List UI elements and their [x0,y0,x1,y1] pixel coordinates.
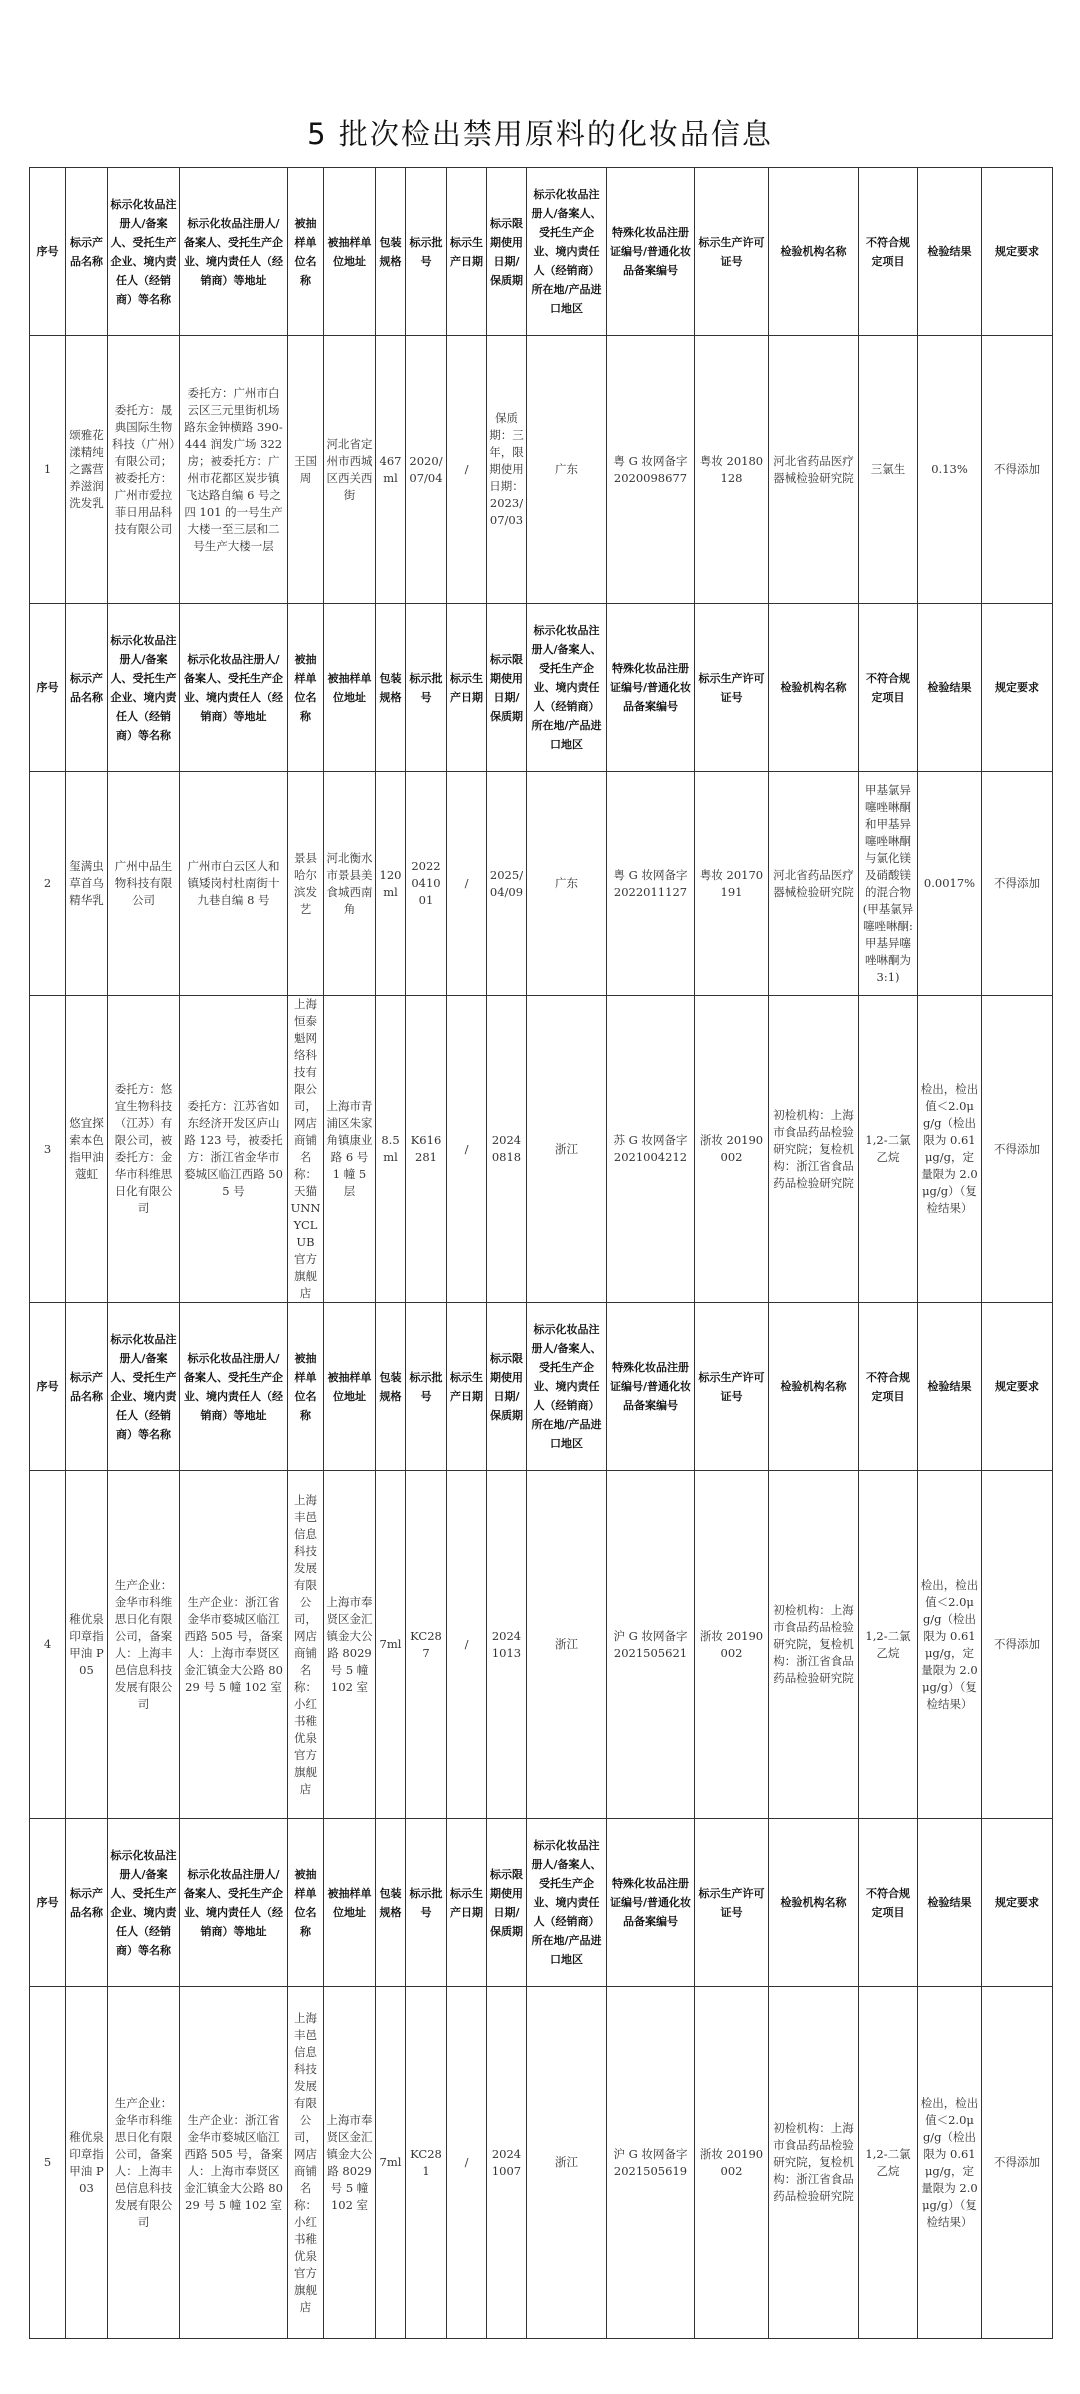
cell-batch: KC287 [406,1471,447,1819]
header-row [30,1303,1053,1471]
cell-lab: 河北省药品医疗器械检验研究院 [769,336,859,604]
cell-sampled-unit: 景县哈尔滨发艺 [288,772,324,996]
header-cell: 被抽样单位地址 [324,604,376,772]
header-cell: 包装规格 [376,604,406,772]
header-cell: 标示生产日期 [447,1819,487,1987]
cell-lab: 初检机构：上海市食品药品检验研究院，复检机构：浙江省食品药品检验研究院 [769,1471,859,1819]
cell-requirement: 不得添加 [982,772,1053,996]
header-cell: 标示化妆品注册人/备案人、受托生产企业、境内责任人（经销商）所在地/产品进口地区 [527,604,607,772]
header-cell: 标示限期使用日期/保质期 [487,168,527,336]
cell-requirement: 不得添加 [982,1471,1053,1819]
header-cell: 包装规格 [376,168,406,336]
cell-region: 浙江 [527,1987,607,2339]
cell-address: 委托方：江苏省如东经济开发区庐山路 123 号，被委托方：浙江省金华市婺城区临江西路 505 号 [180,996,288,1303]
cell-batch: K616281 [406,996,447,1303]
cell-item: 甲基氯异噻唑啉酮和甲基异噻唑啉酮与氯化镁及硝酸镁的混合物(甲基氯异噻唑啉酮:甲基异噻唑啉酮为 3:1) [859,772,918,996]
header-row [30,168,1053,336]
header-cell: 被抽样单位名称 [288,168,324,336]
header-cell: 标示生产许可证号 [695,1819,769,1987]
cell-shelf-life: 保质期：三年，限期使用日期：2023/07/03 [487,336,527,604]
header-cell: 标示化妆品注册人/备案人、受托生产企业、境内责任人（经销商）所在地/产品进口地区 [527,168,607,336]
cell-reg-no: 粤 G 妆网备字 2022011127 [607,772,695,996]
cell-sampled-address: 上海市奉贤区金汇镇金大公路 8029 号 5 幢 102 室 [324,1471,376,1819]
table-row [30,336,1053,604]
table-row [30,772,1053,996]
cell-company: 委托方：悠宜生物科技（江苏）有限公司，被委托方：金华市科维思日化有限公司 [108,996,180,1303]
cell-requirement: 不得添加 [982,996,1053,1303]
cell-result: 0.13% [918,336,982,604]
header-cell: 序号 [30,1303,66,1471]
table-row [30,996,1053,1303]
header-cell: 不符合规定项目 [859,604,918,772]
cell-result: 0.0017% [918,772,982,996]
header-cell: 标示限期使用日期/保质期 [487,1819,527,1987]
cell-spec: 7ml [376,1471,406,1819]
header-cell: 被抽样单位地址 [324,1303,376,1471]
cell-no: 3 [30,996,66,1303]
cell-region: 广东 [527,772,607,996]
cell-spec: 467ml [376,336,406,604]
header-cell: 特殊化妆品注册证编号/普通化妆品备案编号 [607,168,695,336]
header-cell: 不符合规定项目 [859,168,918,336]
cell-spec: 120ml [376,772,406,996]
header-cell: 标示化妆品注册人/备案人、受托生产企业、境内责任人（经销商）等名称 [108,168,180,336]
cell-product: 颂雅花漾精纯之露营养滋润洗发乳 [66,336,108,604]
cell-no: 2 [30,772,66,996]
cell-lab: 初检机构：上海市食品药品检验研究院；复检机构：浙江省食品药品检验研究院 [769,996,859,1303]
cell-prod-date: / [447,336,487,604]
cell-license: 粤妆 20170191 [695,772,769,996]
header-cell: 特殊化妆品注册证编号/普通化妆品备案编号 [607,1819,695,1987]
header-cell: 标示化妆品注册人/备案人、受托生产企业、境内责任人（经销商）等地址 [180,168,288,336]
header-cell: 标示批号 [406,604,447,772]
cell-reg-no: 粤 G 妆网备字 2020098677 [607,336,695,604]
header-cell: 检验结果 [918,604,982,772]
header-cell: 标示生产许可证号 [695,1303,769,1471]
header-cell: 标示生产许可证号 [695,604,769,772]
header-cell: 标示生产日期 [447,168,487,336]
cell-result: 检出，检出值＜2.0μg/g（检出限为 0.61μg/g，定量限为 2.0μg/g）（复检结果） [918,1471,982,1819]
cell-product: 玺满虫草首乌精华乳 [66,772,108,996]
cell-result: 检出，检出值＜2.0μg/g（检出限为 0.61μg/g，定量限为 2.0μg/g）（复检结果） [918,996,982,1303]
header-cell: 包装规格 [376,1303,406,1471]
header-cell: 规定要求 [982,1819,1053,1987]
header-cell: 标示化妆品注册人/备案人、受托生产企业、境内责任人（经销商）所在地/产品进口地区 [527,1819,607,1987]
cell-license: 浙妆 20190002 [695,1987,769,2339]
header-cell: 标示化妆品注册人/备案人、受托生产企业、境内责任人（经销商）所在地/产品进口地区 [527,1303,607,1471]
header-cell: 标示产品名称 [66,1819,108,1987]
cell-batch: KC281 [406,1987,447,2339]
cell-requirement: 不得添加 [982,336,1053,604]
cell-region: 浙江 [527,996,607,1303]
header-cell: 检验机构名称 [769,1303,859,1471]
cell-spec: 7ml [376,1987,406,2339]
header-cell: 标示化妆品注册人/备案人、受托生产企业、境内责任人（经销商）等地址 [180,604,288,772]
header-row [30,604,1053,772]
cell-item: 三氯生 [859,336,918,604]
cell-batch: 2020/07/04 [406,336,447,604]
header-cell: 标示化妆品注册人/备案人、受托生产企业、境内责任人（经销商）等地址 [180,1819,288,1987]
cell-company: 委托方：晟典国际生物科技（广州）有限公司；被委托方：广州市爱拉菲日用品科技有限公司 [108,336,180,604]
cell-address: 生产企业：浙江省金华市婺城区临江西路 505 号，备案人：上海市奉贤区金汇镇金大公路 8029 号 5 幢 102 室 [180,1471,288,1819]
header-cell: 标示批号 [406,168,447,336]
cell-region: 浙江 [527,1471,607,1819]
header-cell: 特殊化妆品注册证编号/普通化妆品备案编号 [607,1303,695,1471]
cell-batch: 2022041001 [406,772,447,996]
cell-sampled-address: 河北省定州市西城区西关西街 [324,336,376,604]
cell-lab: 初检机构：上海市食品药品检验研究院，复检机构：浙江省食品药品检验研究院 [769,1987,859,2339]
cell-company: 生产企业：金华市科维思日化有限公司，备案人：上海丰邑信息科技发展有限公司 [108,1471,180,1819]
header-cell: 标示生产日期 [447,1303,487,1471]
cell-company: 广州中品生物科技有限公司 [108,772,180,996]
table-row [30,1471,1053,1819]
header-cell: 检验机构名称 [769,1819,859,1987]
results-table [29,167,1053,2339]
table-row [30,1987,1053,2339]
cell-reg-no: 沪 G 妆网备字 2021505619 [607,1987,695,2339]
cell-product: 悠宜探索本色指甲油蔻虹 [66,996,108,1303]
cell-address: 委托方：广州市白云区三元里街机场路东金钟横路 390-444 润发广场 322 房；被委托方：广州市花都区炭步镇飞达路自编 6 号之四 101 的一号生产大楼一至三层和二号生产大楼一层 [180,336,288,604]
header-cell: 标示化妆品注册人/备案人、受托生产企业、境内责任人（经销商）等名称 [108,1819,180,1987]
header-cell: 规定要求 [982,604,1053,772]
cell-spec: 8.5ml [376,996,406,1303]
header-cell: 标示产品名称 [66,604,108,772]
cell-sampled-unit: 上海丰邑信息科技发展有限公司，网店商铺名称：小红书稚优泉官方旗舰店 [288,1471,324,1819]
cell-product: 稚优泉印章指甲油 P03 [66,1987,108,2339]
cell-result: 检出，检出值＜2.0μg/g（检出限为 0.61μg/g，定量限为 2.0μg/g）（复检结果） [918,1987,982,2339]
cell-sampled-address: 上海市青浦区朱家角镇康业路 6 号 1 幢 5 层 [324,996,376,1303]
cell-shelf-life: 2025/04/09 [487,772,527,996]
cell-prod-date: / [447,996,487,1303]
cell-sampled-address: 河北衡水市景县美食城西南角 [324,772,376,996]
cell-no: 5 [30,1987,66,2339]
cell-prod-date: / [447,1987,487,2339]
header-cell: 标示批号 [406,1819,447,1987]
header-cell: 被抽样单位地址 [324,168,376,336]
cell-reg-no: 苏 G 妆网备字 2021004212 [607,996,695,1303]
page-title: 5 批次检出禁用原料的化妆品信息 [307,117,773,151]
header-cell: 序号 [30,168,66,336]
cell-sampled-address: 上海市奉贤区金汇镇金大公路 8029 号 5 幢 102 室 [324,1987,376,2339]
header-cell: 标示批号 [406,1303,447,1471]
header-cell: 标示化妆品注册人/备案人、受托生产企业、境内责任人（经销商）等地址 [180,1303,288,1471]
cell-shelf-life: 20240818 [487,996,527,1303]
header-cell: 检验结果 [918,1303,982,1471]
cell-item: 1,2-二氯乙烷 [859,1471,918,1819]
cell-reg-no: 沪 G 妆网备字 2021505621 [607,1471,695,1819]
header-cell: 标示化妆品注册人/备案人、受托生产企业、境内责任人（经销商）等名称 [108,1303,180,1471]
header-cell: 检验机构名称 [769,168,859,336]
cell-item: 1,2-二氯乙烷 [859,1987,918,2339]
header-cell: 不符合规定项目 [859,1819,918,1987]
cell-address: 广州市白云区人和镇矮岗村杜南街十九巷自编 8 号 [180,772,288,996]
header-cell: 规定要求 [982,1303,1053,1471]
cell-license: 粤妆 20180128 [695,336,769,604]
header-cell: 被抽样单位名称 [288,1303,324,1471]
header-cell: 检验结果 [918,1819,982,1987]
header-cell: 被抽样单位地址 [324,1819,376,1987]
header-cell: 序号 [30,604,66,772]
cell-item: 1,2-二氯乙烷 [859,996,918,1303]
header-cell: 标示化妆品注册人/备案人、受托生产企业、境内责任人（经销商）等名称 [108,604,180,772]
header-cell: 包装规格 [376,1819,406,1987]
cell-region: 广东 [527,336,607,604]
cell-sampled-unit: 上海恒泰魁网络科技有限公司，网店商铺名称：天猫 UNNYCLUB 官方旗舰店 [288,996,324,1303]
header-cell: 被抽样单位名称 [288,604,324,772]
header-cell: 标示限期使用日期/保质期 [487,604,527,772]
header-row [30,1819,1053,1987]
cell-prod-date: / [447,1471,487,1819]
cell-no: 4 [30,1471,66,1819]
header-cell: 标示产品名称 [66,168,108,336]
header-cell: 被抽样单位名称 [288,1819,324,1987]
header-cell: 标示限期使用日期/保质期 [487,1303,527,1471]
cell-prod-date: / [447,772,487,996]
cell-requirement: 不得添加 [982,1987,1053,2339]
cell-license: 浙妆 20190002 [695,1471,769,1819]
header-cell: 特殊化妆品注册证编号/普通化妆品备案编号 [607,604,695,772]
cell-shelf-life: 20241007 [487,1987,527,2339]
cell-shelf-life: 20241013 [487,1471,527,1819]
header-cell: 检验机构名称 [769,604,859,772]
cell-sampled-unit: 王国周 [288,336,324,604]
cell-company: 生产企业：金华市科维思日化有限公司，备案人：上海丰邑信息科技发展有限公司 [108,1987,180,2339]
header-cell: 标示生产许可证号 [695,168,769,336]
cell-address: 生产企业：浙江省金华市婺城区临江西路 505 号，备案人：上海市奉贤区金汇镇金大公路 8029 号 5 幢 102 室 [180,1987,288,2339]
header-cell: 标示产品名称 [66,1303,108,1471]
header-cell: 检验结果 [918,168,982,336]
header-cell: 规定要求 [982,168,1053,336]
header-cell: 序号 [30,1819,66,1987]
cell-product: 稚优泉印章指甲油 P05 [66,1471,108,1819]
header-cell: 不符合规定项目 [859,1303,918,1471]
cell-no: 1 [30,336,66,604]
cell-lab: 河北省药品医疗器械检验研究院 [769,772,859,996]
cell-license: 浙妆 20190002 [695,996,769,1303]
header-cell: 标示生产日期 [447,604,487,772]
cell-sampled-unit: 上海丰邑信息科技发展有限公司，网店商铺名称：小红书稚优泉官方旗舰店 [288,1987,324,2339]
